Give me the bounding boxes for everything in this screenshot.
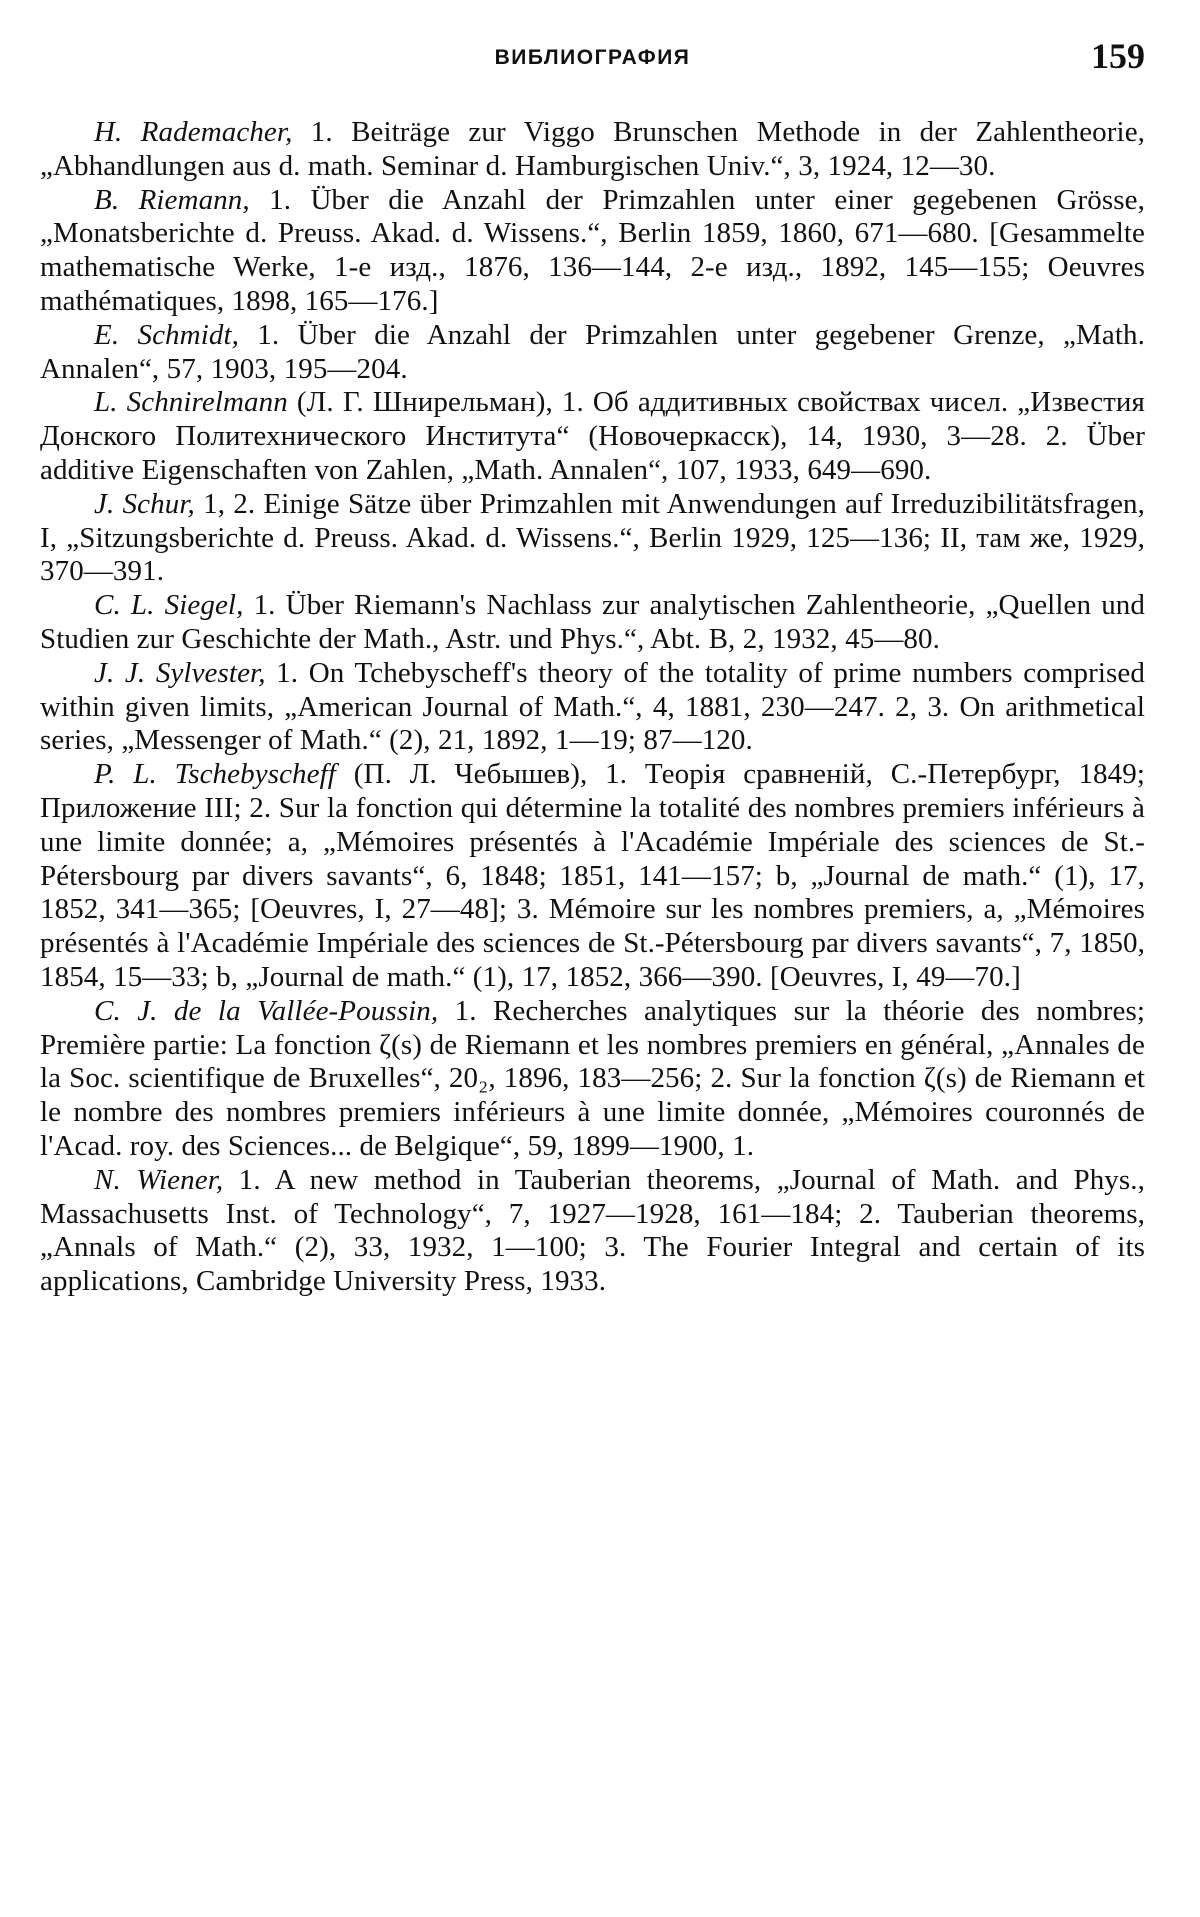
- bib-entry-siegel: [40, 589, 1145, 657]
- bib-author: C. J. de la Vallée-Poussin,: [94, 994, 439, 1027]
- bib-author: B. Riemann,: [94, 183, 250, 216]
- bib-entry-vallee-poussin: [40, 995, 1145, 1164]
- running-title: ВИБЛИОГРАФИЯ: [494, 46, 691, 69]
- bib-entry-schur: [40, 488, 1145, 589]
- bibliography-list: [40, 116, 1145, 1299]
- bib-text: 1. Über die Anzahl der Primzahlen unter gegebener Grenze, „Math. Annalen“, 57, 1903, 195—204.: [40, 318, 1145, 385]
- bib-text: 1. Über die Anzahl der Primzahlen unter einer gegebenen Grösse, „Monatsberichte d. Preuss. Akad. d. Wissens.“, Berlin 1859, 1860, 671—680. [Gesammelte mathematische Werke, 1-е изд., 1876, 136—144, 2-е изд., 1892, 145—155; Oeuvres mathématiques, 1898, 165—176.]: [40, 183, 1145, 317]
- bib-entry-sylvester: [40, 657, 1145, 758]
- bib-entry-riemann: [40, 184, 1145, 319]
- bib-text: (Л. Г. Шнирельман), 1. Об аддитивных свойствах чисел. „Известия Донского Политехнического Института“ (Новочеркасск), 14, 1930, 3—28. 2. Über additive Eigenschaften von Zahlen, „Math. Annalen“, 107, 1933, 649—690.: [40, 386, 1145, 486]
- bib-text: (П. Л. Чебышев), 1. Теорія сравненій, С.-Петербург, 1849; Приложение III; 2. Sur la fonction qui détermine la totalité des nombres premiers inférieurs à une limite donnée; a, „Mémoires présentés à l'Académie Impériale des sciences de St.-Pétersbourg par divers savants“, 6, 1848; 1851, 141—157; b, „Journal de math.“ (1), 17, 1852, 341—365; [Oeuvres, I, 27—48]; 3. Mémoire sur les nombres premiers, a, „Mémoires présentés à l'Académie Impériale des sciences de St.-Pétersbourg par divers savants“, 7, 1850, 1854, 15—33; b, „Journal de math.“ (1), 17, 1852, 366—390. [Oeuvres, I, 49—70.]: [40, 758, 1145, 993]
- bib-author: C. L. Siegel,: [94, 589, 244, 622]
- bib-author: E. Schmidt,: [94, 318, 239, 351]
- bib-author: J. J. Sylvester,: [94, 656, 266, 689]
- bib-author: L. Schnirelmann: [94, 386, 288, 419]
- bib-entry-tschebyscheff: [40, 758, 1145, 995]
- bib-author: J. Schur,: [94, 487, 195, 520]
- bib-entry-schmidt: [40, 319, 1145, 387]
- bib-text: 1. Beiträge zur Viggo Brunschen Methode in der Zahlentheorie, „Abhandlungen aus d. math. Seminar d. Hamburgischen Univ.“, 3, 1924, 12—30.: [40, 116, 1146, 182]
- bib-author: P. L. Tschebyscheff: [94, 758, 336, 791]
- bib-text: 1. A new method in Tauberian theorems, „Journal of Math. and Phys., Massachusetts Inst. of Technology“, 7, 1927—1928, 161—184; 2. Tauberian theorems, „Annals of Math.“ (2), 33, 1932, 1—100; 3. The Fourier Integral and certain of its applications, Cambridge University Press, 1933.: [40, 1163, 1145, 1298]
- bib-text: 1. On Tchebyscheff's theory of the totality of prime numbers comprised within given limits, „American Journal of Math.“, 4, 1881, 230—247. 2, 3. On arithmetical series, „Messenger of Math.“ (2), 21, 1892, 1—19; 87—120.: [40, 656, 1145, 757]
- bib-entry-wiener: [40, 1164, 1145, 1299]
- bib-text: 1, 2. Einige Sätze über Primzahlen mit Anwendungen auf Irreduzibilitätsfragen, I, „Sitzungsberichte d. Preuss. Akad. d. Wissens.“, Berlin 1929, 125—136; II, там же, 1929, 370—391.: [40, 487, 1145, 588]
- page-number: 159: [1091, 36, 1145, 76]
- bib-author: N. Wiener,: [94, 1163, 224, 1196]
- page-header: [40, 38, 1145, 80]
- page: [40, 38, 1145, 1299]
- bib-author: H. Rademacher,: [94, 116, 293, 148]
- bib-entry-schnirelmann: [40, 386, 1145, 487]
- bib-text: 1. Über Riemann's Nachlass zur analytischen Zahlentheorie, „Quellen und Studien zur Geschichte der Math., Astr. und Phys.“, Abt. B, 2, 1932, 45—80.: [40, 589, 1145, 655]
- bib-text: 1. Recherches analytiques sur la théorie des nombres; Première partie: La fonction ζ(s) de Riemann et les nombres premiers en général, „Annales de la Soc. scientifique de Bruxelles“, 20₂, 1896, 183—256; 2. Sur la fonction ζ(s) de Riemann et le nombre des nombres premiers inférieurs à une limite donnée, „Mémoires couronnés de l'Acad. roy. des Sciences... de Belgique“, 59, 1899—1900, 1.: [40, 994, 1145, 1162]
- bib-entry-rademacher: [40, 116, 1145, 184]
